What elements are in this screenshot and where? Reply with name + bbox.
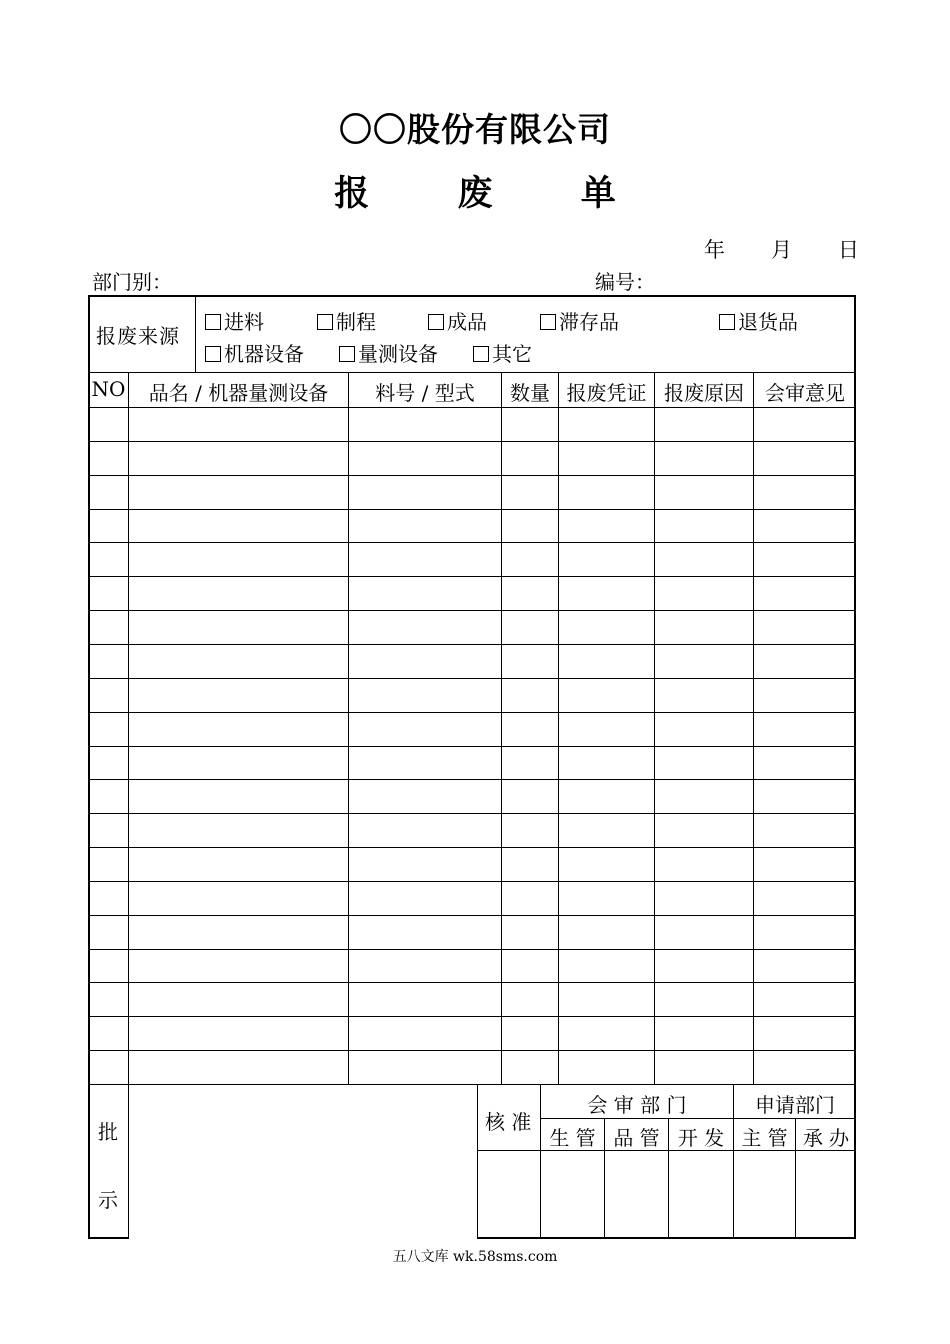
table-row <box>89 982 856 983</box>
column-divider-5 <box>654 373 655 1084</box>
col-header-quantity: 数量 <box>510 381 550 405</box>
table-row <box>89 475 856 476</box>
checkbox-icon[interactable] <box>339 346 355 362</box>
source-option-measuring[interactable]: 量测设备 <box>339 338 438 367</box>
checkbox-icon[interactable] <box>540 314 556 330</box>
table-row <box>89 915 856 916</box>
day-label: 日 <box>838 238 859 262</box>
column-divider-4 <box>558 373 559 1084</box>
month-label: 月 <box>771 238 792 262</box>
company-name: 〇〇股份有限公司 <box>339 110 611 149</box>
table-row <box>89 610 856 611</box>
column-divider-6 <box>753 373 754 1084</box>
table-row <box>89 1016 856 1017</box>
source-label: 报废来源 <box>96 324 180 348</box>
checkbox-icon[interactable] <box>473 346 489 362</box>
dept-header-line <box>541 1118 856 1119</box>
col-header-voucher: 报废凭证 <box>566 381 647 405</box>
table-row <box>89 1050 856 1051</box>
source-option-finished[interactable]: 成品 <box>428 306 487 335</box>
table-row <box>89 813 856 814</box>
role-handler: 承 办 <box>802 1126 850 1150</box>
table-row <box>89 712 856 713</box>
date-line <box>704 234 859 264</box>
role-development: 开 发 <box>677 1126 725 1150</box>
col-header-part-no: 料号 / 型式 <box>375 381 475 405</box>
role-production: 生 管 <box>549 1126 596 1150</box>
role-supervisor: 主 管 <box>741 1126 788 1150</box>
approval-label-divider <box>128 1085 129 1239</box>
year-label: 年 <box>704 238 725 262</box>
verify-label: 核 准 <box>485 1110 532 1134</box>
table-row <box>89 542 856 543</box>
approval-label-top: 批 <box>98 1120 118 1144</box>
title-char-3: 单 <box>580 174 616 214</box>
source-option-returned[interactable]: 退货品 <box>719 306 798 335</box>
table-row <box>89 644 856 645</box>
approval-bottom-line <box>478 1237 856 1239</box>
source-option-machine[interactable]: 机器设备 <box>205 338 304 367</box>
apply-dept-label: 申请部门 <box>755 1093 835 1117</box>
source-option-process[interactable]: 制程 <box>317 306 376 335</box>
title-char-2: 废 <box>457 174 493 214</box>
title-char-1: 报 <box>334 174 370 214</box>
serial-number-label: 编号： <box>595 270 655 294</box>
col-header-reason: 报废原因 <box>664 381 744 405</box>
table-row <box>89 881 856 882</box>
column-divider-1 <box>128 373 129 1084</box>
column-divider-2 <box>348 373 349 1084</box>
table-row <box>89 441 856 442</box>
source-bottom-line <box>89 372 856 373</box>
table-row <box>89 949 856 950</box>
column-divider-3 <box>501 373 502 1084</box>
source-option-incoming[interactable]: 进料 <box>205 306 264 335</box>
table-row <box>89 779 856 780</box>
col-header-item-name: 品名 / 机器量测设备 <box>148 381 329 405</box>
checkbox-icon[interactable] <box>205 314 221 330</box>
table-row <box>89 576 856 577</box>
department-label: 部门别： <box>92 270 172 294</box>
table-row <box>89 509 856 510</box>
checkbox-icon[interactable] <box>428 314 444 330</box>
source-divider <box>195 297 196 372</box>
source-option-stagnant[interactable]: 滞存品 <box>540 306 619 335</box>
document-title <box>0 166 950 216</box>
col-header-no: NO <box>91 377 126 401</box>
col-header-review: 会审意见 <box>765 381 845 405</box>
table-row <box>89 407 856 408</box>
table-row <box>89 847 856 848</box>
source-option-other[interactable]: 其它 <box>473 338 532 367</box>
checkbox-icon[interactable] <box>317 314 333 330</box>
review-dept-label: 会 审 部 门 <box>587 1093 687 1117</box>
approval-top-line <box>89 1084 856 1085</box>
table-row <box>89 746 856 747</box>
approval-label-bottom-char: 示 <box>98 1188 118 1212</box>
footer-watermark: 五八文库 wk.58sms.com <box>392 1249 558 1265</box>
approval-label-bottom <box>88 1237 129 1239</box>
checkbox-icon[interactable] <box>205 346 221 362</box>
verify-divider <box>477 1085 478 1239</box>
table-row <box>89 678 856 679</box>
checkbox-icon[interactable] <box>719 314 735 330</box>
role-quality: 品 管 <box>613 1126 660 1150</box>
